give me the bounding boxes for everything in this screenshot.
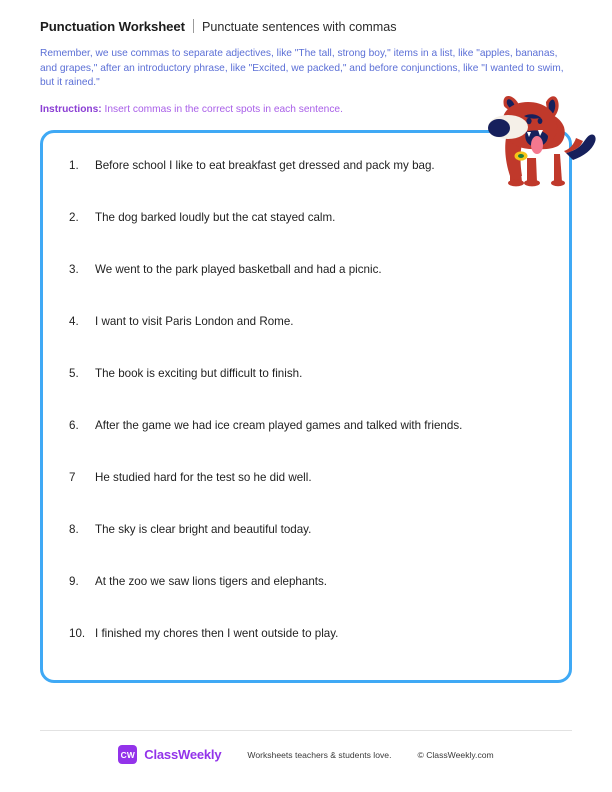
question-text[interactable]: I want to visit Paris London and Rome. xyxy=(95,314,294,328)
page-title-subtitle: Punctuate sentences with commas xyxy=(201,20,397,34)
footer-copyright: © ClassWeekly.com xyxy=(417,749,494,760)
question-text[interactable]: Before school I like to eat breakfast get dressed and pack my bag. xyxy=(95,158,435,172)
question-number: 9. xyxy=(69,574,79,588)
question-text[interactable]: He studied hard for the test so he did well. xyxy=(95,470,312,484)
question-item xyxy=(65,471,547,523)
question-number: 4. xyxy=(69,314,79,328)
question-number: 1. xyxy=(69,158,79,172)
question-item xyxy=(65,211,547,263)
question-number: 8. xyxy=(69,522,79,536)
question-item xyxy=(65,367,547,419)
question-item xyxy=(65,523,547,575)
worksheet-box xyxy=(40,130,572,683)
title-separator-icon xyxy=(193,19,194,33)
remember-note: Remember, we use commas to separate adjectives, like "The tall, strong boy," items in a list, like "apples, bananas, and grapes," after an introductory phrase, like "Excited, we packed," and before conjunctions, like "I wanted to swim, but it rained." xyxy=(40,48,564,89)
question-item xyxy=(65,263,547,315)
question-text[interactable]: At the zoo we saw lions tigers and elephants. xyxy=(95,574,328,588)
brand-name: ClassWeekly xyxy=(144,747,222,762)
page-footer xyxy=(40,730,572,764)
question-number: 10. xyxy=(69,626,86,640)
question-text[interactable]: The book is exciting but difficult to finish. xyxy=(95,366,303,380)
question-number: 5. xyxy=(69,366,79,380)
page-title-main: Punctuation Worksheet xyxy=(40,19,185,34)
brand-logo[interactable] xyxy=(118,745,221,764)
footer-content xyxy=(40,745,572,764)
instructions-text: Insert commas in the correct spots in each sentence. xyxy=(104,103,343,115)
question-item xyxy=(65,159,547,211)
page-header xyxy=(40,0,572,117)
question-text[interactable]: The dog barked loudly but the cat stayed calm. xyxy=(95,210,336,224)
question-number: 2. xyxy=(69,210,79,224)
footer-tagline: Worksheets teachers & students love. xyxy=(247,749,392,760)
question-text[interactable]: I finished my chores then I went outside to play. xyxy=(95,626,339,640)
question-number: 6. xyxy=(69,418,79,432)
question-text[interactable]: We went to the park played basketball and had a picnic. xyxy=(95,262,382,276)
question-text[interactable]: The sky is clear bright and beautiful today. xyxy=(95,522,312,536)
instructions-label: Instructions: xyxy=(40,103,102,115)
page-title xyxy=(40,17,572,34)
question-number: 3. xyxy=(69,262,79,276)
question-item xyxy=(65,419,547,471)
question-item xyxy=(65,315,547,367)
question-item xyxy=(65,575,547,627)
classweekly-badge-icon: CW xyxy=(118,745,137,764)
question-text[interactable]: After the game we had ice cream played games and talked with friends. xyxy=(95,418,463,432)
footer-divider xyxy=(40,730,572,731)
instructions-line xyxy=(40,103,572,117)
question-item xyxy=(65,627,547,679)
question-number: 7 xyxy=(69,470,76,484)
question-list xyxy=(65,159,547,679)
